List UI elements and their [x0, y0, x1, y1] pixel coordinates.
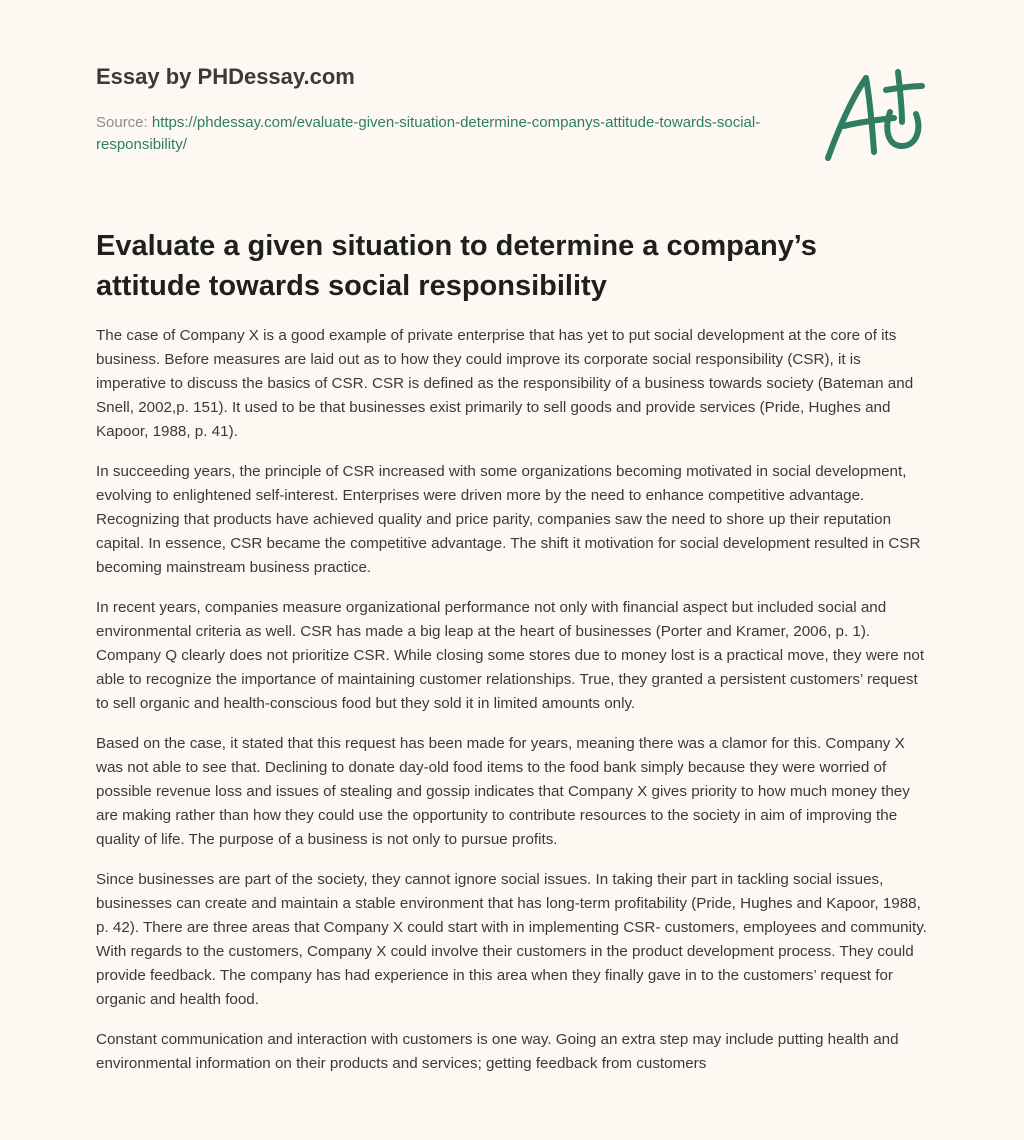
article-paragraph: Based on the case, it stated that this request has been made for years, meaning there was a clamor for this. Company X was not able to see that. Declining to donate day-old food items to the food bank simply because they were worried of possible revenue loss and issues of stealing and gossip indicates that Company X gives priority to how much money they are making rather than how they could use the opportunity to contribute resources to the society in aim of improving the quality of life. The purpose of a business is not only to pursue profits.: [96, 735, 910, 848]
source-link[interactable]: https://phdessay.com/evaluate-given-situation-determine-companys-attitude-towards-social-responsibility/: [96, 114, 761, 153]
site-name: Essay by PHDessay.com: [96, 64, 355, 89]
article-paragraph: Since businesses are part of the society, they cannot ignore social issues. In taking their part in tackling social issues, businesses can create and maintain a stable environment that has long-term profitability (Pride, Hughes and Kapoor, 1988, p. 42). There are three areas that Company X could start with in implementing CSR- customers, employees and community. With regards to the customers, Company X could involve their customers in the product development process. They could provide feedback. The company has had experience in this area when they finally gave in to the customers’ request for organic and health food.: [96, 871, 927, 1008]
article-paragraph: Constant communication and interaction with customers is one way. Going an extra step may include putting health and environmental information on their products and services; getting feedback from customers: [96, 1031, 899, 1072]
article-paragraph: In succeeding years, the principle of CSR increased with some organizations becoming motivated in social development, evolving to enlightened self-interest. Enterprises were driven more by the need to enhance competitive advantage. Recognizing that products have achieved quality and price parity, companies saw the need to shore up their reputation capital. In essence, CSR became the competitive advantage. The shift it motivation for social development resulted in CSR becoming mainstream business practice.: [96, 463, 921, 576]
article-paragraph: The case of Company X is a good example of private enterprise that has yet to put social development at the core of its business. Before measures are laid out as to how they could improve its corporate social responsibility (CSR), it is imperative to discuss the basics of CSR. CSR is defined as the responsibility of a business towards society (Bateman and Snell, 2002,p. 151). It used to be that businesses exist primarily to sell goods and provide services (Pride, Hughes and Kapoor, 1988, p. 41).: [96, 327, 914, 440]
article-title: Evaluate a given situation to determine a company’s attitude towards social responsibility: [96, 230, 817, 302]
article-paragraph: In recent years, companies measure organizational performance not only with financial aspect but included social and environmental criteria as well. CSR has made a big leap at the heart of businesses (Porter and Kramer, 2006, p. 1). Company Q clearly does not prioritize CSR. While closing some stores due to money lost is a practical move, they were not able to recognize the importance of maintaining customer relationships. True, they granted a persistent customers’ request to sell organic and health-conscious food but they sold it in limited amounts only.: [96, 599, 925, 712]
article-body: [96, 324, 928, 1092]
a-plus-logo-icon: [822, 66, 930, 166]
source-line: [96, 112, 776, 156]
source-label: Source:: [96, 114, 152, 131]
